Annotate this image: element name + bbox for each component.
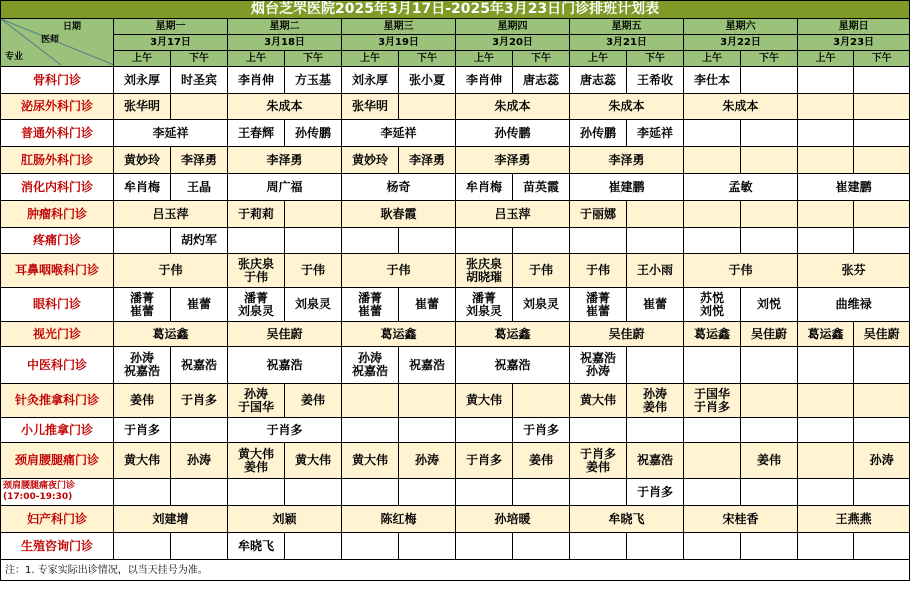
table-title: 烟台芝罘医院2025年3月17日-2025年3月23日门诊排班计划表: [1, 1, 910, 19]
schedule-cell: [741, 201, 798, 228]
schedule-cell: [171, 418, 228, 443]
schedule-cell: [399, 418, 456, 443]
schedule-cell: [456, 418, 513, 443]
schedule-cell: 牟晓飞: [570, 506, 684, 533]
schedule-cell: [684, 228, 741, 254]
weekday-header: 星期三: [342, 19, 456, 35]
department-name: 肛肠外科门诊: [1, 147, 114, 174]
schedule-cell: [285, 228, 342, 254]
department-name: 疼痛门诊: [1, 228, 114, 254]
schedule-cell: [627, 418, 684, 443]
schedule-cell: [684, 147, 741, 174]
pm-header: 下午: [854, 51, 910, 67]
schedule-cell: 于伟: [114, 254, 228, 288]
schedule-cell: 李泽勇: [399, 147, 456, 174]
schedule-cell: 张华明: [114, 94, 171, 120]
weekday-header: 星期一: [114, 19, 228, 35]
schedule-cell: 祝嘉浩: [228, 347, 342, 384]
schedule-cell: 崔蕾: [627, 288, 684, 322]
schedule-cell: 葛运鑫: [342, 322, 456, 347]
schedule-cell: 黄大伟: [285, 443, 342, 479]
schedule-cell: [114, 479, 171, 506]
schedule-cell: [228, 479, 285, 506]
schedule-cell: [114, 533, 171, 560]
schedule-cell: [798, 228, 854, 254]
schedule-cell: 潘菁 崔蕾: [342, 288, 399, 322]
schedule-cell: 苗英霞: [513, 174, 570, 201]
am-header: 上午: [798, 51, 854, 67]
schedule-cell: 曲维禄: [798, 288, 910, 322]
schedule-cell: [513, 479, 570, 506]
schedule-cell: 崔蕾: [399, 288, 456, 322]
date-header: 3月22日: [684, 35, 798, 51]
schedule-cell: 时圣宾: [171, 67, 228, 94]
schedule-cell: [798, 147, 854, 174]
schedule-cell: [399, 533, 456, 560]
schedule-cell: 张庆泉 于伟: [228, 254, 285, 288]
schedule-cell: [684, 443, 741, 479]
schedule-cell: 于莉莉: [228, 201, 285, 228]
schedule-cell: 张小夏: [399, 67, 456, 94]
schedule-cell: [342, 418, 399, 443]
schedule-cell: [456, 228, 513, 254]
schedule-cell: [798, 347, 854, 384]
schedule-cell: [399, 384, 456, 418]
schedule-cell: 唐志蕊: [570, 67, 627, 94]
schedule-cell: 刘泉灵: [513, 288, 570, 322]
schedule-cell: [285, 201, 342, 228]
schedule-cell: 于伟: [684, 254, 798, 288]
schedule-cell: 姜伟: [285, 384, 342, 418]
schedule-cell: 刘悦: [741, 288, 798, 322]
am-header: 上午: [228, 51, 285, 67]
schedule-cell: [854, 94, 910, 120]
schedule-cell: [854, 201, 910, 228]
corner-date-label: 日期: [63, 22, 82, 32]
department-name: 生殖咨询门诊: [1, 533, 114, 560]
department-name: 普通外科门诊: [1, 120, 114, 147]
weekday-header: 星期六: [684, 19, 798, 35]
schedule-cell: [854, 347, 910, 384]
schedule-cell: 孙培暖: [456, 506, 570, 533]
corner-header: [1, 19, 114, 67]
schedule-cell: 黄妙玲: [342, 147, 399, 174]
date-header: 3月17日: [114, 35, 228, 51]
department-name: 骨科门诊: [1, 67, 114, 94]
schedule-cell: [285, 533, 342, 560]
am-header: 上午: [456, 51, 513, 67]
schedule-cell: 于肖多: [114, 418, 171, 443]
schedule-cell: 葛运鑫: [456, 322, 570, 347]
department-name: 消化内科门诊: [1, 174, 114, 201]
pm-header: 下午: [285, 51, 342, 67]
department-name: 颈肩腰腿痛夜门诊 (17:00-19:30): [1, 479, 114, 506]
schedule-cell: 孙传鹏: [570, 120, 627, 147]
schedule-cell: 于肖多: [228, 418, 342, 443]
schedule-cell: [171, 479, 228, 506]
schedule-cell: 孙涛: [399, 443, 456, 479]
schedule-cell: 孙涛: [854, 443, 910, 479]
schedule-cell: 刘泉灵: [285, 288, 342, 322]
schedule-cell: 李泽勇: [171, 147, 228, 174]
schedule-cell: [513, 228, 570, 254]
schedule-cell: 王希收: [627, 67, 684, 94]
schedule-cell: 黄大伟 姜伟: [228, 443, 285, 479]
schedule-cell: 于伟: [513, 254, 570, 288]
schedule-cell: [342, 228, 399, 254]
schedule-cell: 牟晓飞: [228, 533, 285, 560]
schedule-cell: 姜伟: [513, 443, 570, 479]
schedule-cell: [570, 533, 627, 560]
schedule-cell: 于伟: [570, 254, 627, 288]
department-name: 泌尿外科门诊: [1, 94, 114, 120]
schedule-cell: 孙传鹏: [285, 120, 342, 147]
pm-header: 下午: [741, 51, 798, 67]
schedule-cell: 于国华 于肖多: [684, 384, 741, 418]
schedule-cell: 刘永厚: [342, 67, 399, 94]
schedule-cell: [684, 120, 741, 147]
schedule-cell: 王春辉: [228, 120, 285, 147]
department-name: 眼科门诊: [1, 288, 114, 322]
pm-header: 下午: [627, 51, 684, 67]
schedule-cell: [456, 533, 513, 560]
schedule-cell: 葛运鑫: [798, 322, 854, 347]
schedule-cell: 黄妙玲: [114, 147, 171, 174]
schedule-cell: 朱成本: [456, 94, 570, 120]
schedule-cell: [171, 94, 228, 120]
department-name: 小儿推拿门诊: [1, 418, 114, 443]
schedule-cell: 张华明: [342, 94, 399, 120]
schedule-cell: [285, 479, 342, 506]
schedule-cell: 吴佳蔚: [854, 322, 910, 347]
schedule-cell: 葛运鑫: [114, 322, 228, 347]
corner-specialty-label: 专业: [5, 52, 24, 62]
schedule-cell: 孙涛 祝嘉浩: [342, 347, 399, 384]
schedule-cell: [798, 201, 854, 228]
schedule-cell: 唐志蕊: [513, 67, 570, 94]
department-name: 中医科门诊: [1, 347, 114, 384]
schedule-cell: 刘建增: [114, 506, 228, 533]
schedule-cell: [627, 201, 684, 228]
schedule-cell: [684, 418, 741, 443]
schedule-cell: [741, 479, 798, 506]
department-name: 妇产科门诊: [1, 506, 114, 533]
schedule-cell: 崔蕾: [171, 288, 228, 322]
schedule-cell: 祝嘉浩: [627, 443, 684, 479]
schedule-cell: 黄大伟: [114, 443, 171, 479]
schedule-cell: [798, 443, 854, 479]
department-name: 视光门诊: [1, 322, 114, 347]
schedule-cell: 潘菁 崔蕾: [114, 288, 171, 322]
schedule-cell: [741, 418, 798, 443]
schedule-cell: [741, 120, 798, 147]
schedule-cell: 于肖多: [513, 418, 570, 443]
schedule-cell: 李延祥: [627, 120, 684, 147]
am-header: 上午: [570, 51, 627, 67]
date-header: 3月21日: [570, 35, 684, 51]
schedule-cell: 于丽娜: [570, 201, 627, 228]
schedule-cell: 于肖多: [627, 479, 684, 506]
schedule-cell: [798, 418, 854, 443]
schedule-cell: [854, 120, 910, 147]
schedule-cell: [854, 147, 910, 174]
schedule-cell: [114, 228, 171, 254]
schedule-cell: 崔建鹏: [570, 174, 684, 201]
schedule-cell: 李仕本: [684, 67, 741, 94]
date-header: 3月23日: [798, 35, 910, 51]
schedule-cell: 张庆泉 胡晓璀: [456, 254, 513, 288]
schedule-cell: [570, 418, 627, 443]
schedule-cell: [627, 533, 684, 560]
schedule-cell: 王燕燕: [798, 506, 910, 533]
department-name: 颈肩腰腿痛门诊: [1, 443, 114, 479]
schedule-cell: 李肖伸: [456, 67, 513, 94]
schedule-cell: [570, 228, 627, 254]
am-header: 上午: [342, 51, 399, 67]
schedule-cell: 王晶: [171, 174, 228, 201]
schedule-cell: 孙涛 祝嘉浩: [114, 347, 171, 384]
schedule-cell: [684, 201, 741, 228]
schedule-cell: [342, 384, 399, 418]
schedule-cell: [399, 94, 456, 120]
schedule-cell: [513, 384, 570, 418]
schedule-cell: 李肖伸: [228, 67, 285, 94]
pm-header: 下午: [399, 51, 456, 67]
schedule-cell: 李泽勇: [228, 147, 342, 174]
schedule-cell: [854, 533, 910, 560]
schedule-cell: [798, 384, 854, 418]
date-header: 3月19日: [342, 35, 456, 51]
schedule-cell: [684, 347, 741, 384]
weekday-header: 星期日: [798, 19, 910, 35]
schedule-cell: 于肖多: [456, 443, 513, 479]
department-name: 肿瘤科门诊: [1, 201, 114, 228]
schedule-cell: [741, 228, 798, 254]
schedule-cell: [684, 479, 741, 506]
schedule-cell: 吕玉萍: [456, 201, 570, 228]
schedule-cell: 黄大伟: [570, 384, 627, 418]
schedule-cell: 于肖多: [171, 384, 228, 418]
schedule-cell: [741, 384, 798, 418]
schedule-cell: [741, 147, 798, 174]
schedule-cell: 王小雨: [627, 254, 684, 288]
footnote: 注：1. 专家实际出诊情况，以当天挂号为准。: [1, 560, 910, 581]
schedule-cell: 朱成本: [570, 94, 684, 120]
schedule-cell: 姜伟: [741, 443, 798, 479]
schedule-cell: [854, 418, 910, 443]
schedule-cell: [798, 479, 854, 506]
schedule-cell: 吕玉萍: [114, 201, 228, 228]
schedule-cell: [741, 67, 798, 94]
schedule-cell: 李泽勇: [570, 147, 684, 174]
schedule-cell: 刘永厚: [114, 67, 171, 94]
am-header: 上午: [114, 51, 171, 67]
date-header: 3月20日: [456, 35, 570, 51]
schedule-cell: 朱成本: [684, 94, 798, 120]
schedule-cell: 潘菁 崔蕾: [570, 288, 627, 322]
schedule-cell: 牟肖梅: [114, 174, 171, 201]
schedule-cell: [399, 228, 456, 254]
schedule-cell: [854, 67, 910, 94]
schedule-cell: 姜伟: [114, 384, 171, 418]
schedule-cell: [798, 533, 854, 560]
schedule-cell: 潘菁 刘泉灵: [228, 288, 285, 322]
schedule-cell: [854, 479, 910, 506]
schedule-cell: [854, 228, 910, 254]
schedule-cell: 黄大伟: [342, 443, 399, 479]
schedule-cell: [741, 533, 798, 560]
schedule-cell: 潘菁 刘泉灵: [456, 288, 513, 322]
schedule-cell: 李延祥: [114, 120, 228, 147]
schedule-cell: [798, 94, 854, 120]
schedule-cell: [399, 479, 456, 506]
schedule-cell: 苏悦 刘悦: [684, 288, 741, 322]
schedule-cell: [342, 479, 399, 506]
schedule-cell: 吴佳蔚: [741, 322, 798, 347]
schedule-cell: 吴佳蔚: [228, 322, 342, 347]
schedule-cell: 孙传鹏: [456, 120, 570, 147]
schedule-cell: [342, 533, 399, 560]
schedule-cell: 周广福: [228, 174, 342, 201]
schedule-cell: 杨奇: [342, 174, 456, 201]
schedule-cell: 吴佳蔚: [570, 322, 684, 347]
schedule-cell: [854, 384, 910, 418]
schedule-cell: 祝嘉浩 孙涛: [570, 347, 627, 384]
schedule-cell: 孟敏: [684, 174, 798, 201]
schedule-cell: 葛运鑫: [684, 322, 741, 347]
schedule-cell: 孙涛 于国华: [228, 384, 285, 418]
schedule-cell: 耿春霞: [342, 201, 456, 228]
schedule-cell: [228, 228, 285, 254]
schedule-cell: 崔建鹏: [798, 174, 910, 201]
schedule-cell: 方玉基: [285, 67, 342, 94]
date-header: 3月18日: [228, 35, 342, 51]
schedule-cell: [627, 228, 684, 254]
schedule-cell: 祝嘉浩: [399, 347, 456, 384]
schedule-cell: 张芬: [798, 254, 910, 288]
schedule-cell: 朱成本: [228, 94, 342, 120]
weekday-header: 星期二: [228, 19, 342, 35]
schedule-cell: 刘颖: [228, 506, 342, 533]
schedule-cell: 陈红梅: [342, 506, 456, 533]
schedule-cell: [513, 533, 570, 560]
department-name: 针灸推拿科门诊: [1, 384, 114, 418]
schedule-cell: 黄大伟: [456, 384, 513, 418]
schedule-cell: 于肖多 姜伟: [570, 443, 627, 479]
schedule-cell: 祝嘉浩: [456, 347, 570, 384]
schedule-cell: [570, 479, 627, 506]
corner-doctor-label: 医师: [41, 35, 60, 45]
schedule-cell: 李泽勇: [456, 147, 570, 174]
schedule-cell: 胡灼军: [171, 228, 228, 254]
schedule-cell: 李延祥: [342, 120, 456, 147]
schedule-cell: 宋桂香: [684, 506, 798, 533]
schedule-cell: [798, 120, 854, 147]
department-name: 耳鼻咽喉科门诊: [1, 254, 114, 288]
schedule-cell: 孙涛: [171, 443, 228, 479]
schedule-cell: 祝嘉浩: [171, 347, 228, 384]
schedule-cell: [456, 479, 513, 506]
pm-header: 下午: [513, 51, 570, 67]
schedule-cell: 孙涛 姜伟: [627, 384, 684, 418]
pm-header: 下午: [171, 51, 228, 67]
schedule-cell: 于伟: [285, 254, 342, 288]
schedule-cell: [741, 347, 798, 384]
schedule-cell: [627, 347, 684, 384]
schedule-cell: 牟肖梅: [456, 174, 513, 201]
schedule-cell: [684, 533, 741, 560]
am-header: 上午: [684, 51, 741, 67]
schedule-cell: [798, 67, 854, 94]
weekday-header: 星期四: [456, 19, 570, 35]
schedule-cell: [171, 533, 228, 560]
schedule-cell: 于伟: [342, 254, 456, 288]
weekday-header: 星期五: [570, 19, 684, 35]
